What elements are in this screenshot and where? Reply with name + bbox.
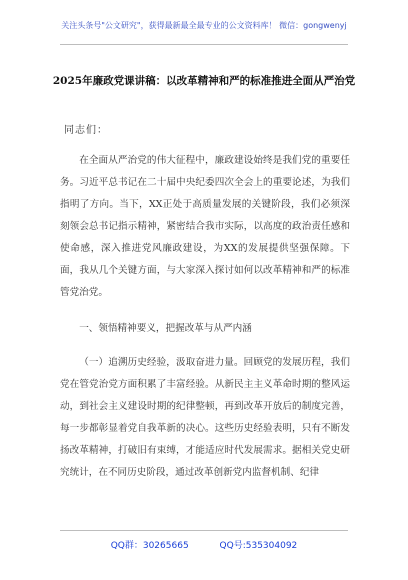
document-title: 2025年廉政党课讲稿：以改革精神和严的标准推进全面从严治党 [52,75,356,87]
section-heading: 一、领悟精神要义，把握改革与从严内涵 [79,323,252,334]
header-divider [60,44,348,45]
qq-group-link[interactable]: QQ群：30265665 [110,541,189,551]
salutation: 同志们： [64,125,108,136]
paragraph-intro: 在全面从严治党的伟大征程中，廉政建设始终是我们党的重要任务。习近平总书记在二十届中央纪委四次全会上的重要论述，为我们指明了方向。当下，XX正处于高质量发展的关键阶段，我们必须深刻领会总书记指示精神，紧密结合我市实际，以高度的政治责任感和使命感，深入推进党风廉政建设，为XX的发展提供坚强保障。下面，我从几个关键方面，与大家深入探讨如何以改革精神和严的标准管党治党。 [60,155,350,298]
footer-divider [60,530,348,531]
footer [0,538,408,551]
qq-number-link[interactable]: QQ号:535304092 [219,541,298,551]
header-banner: 关注头条号"公文研究"，获得最新最全最专业的公文资料库！ 微信：gongwenyj [61,21,347,30]
document-body [60,150,350,484]
paragraph-history: （一）追溯历史经验，汲取奋进力量。回顾党的发展历程，我们党在管党治党方面积累了丰富经验。从新民主主义革命时期的整风运动，到社会主义建设时期的纪律整顿，再到改革开放后的制度完善，每一步都彰显着党自我革新的决心。这些历史经验表明，只有不断发扬改革精神，打破旧有束缚，才能适应时代发展需求。据相关党史研究统计，在不同历史阶段，通过改革创新党内监督机制、纪律 [60,357,350,478]
